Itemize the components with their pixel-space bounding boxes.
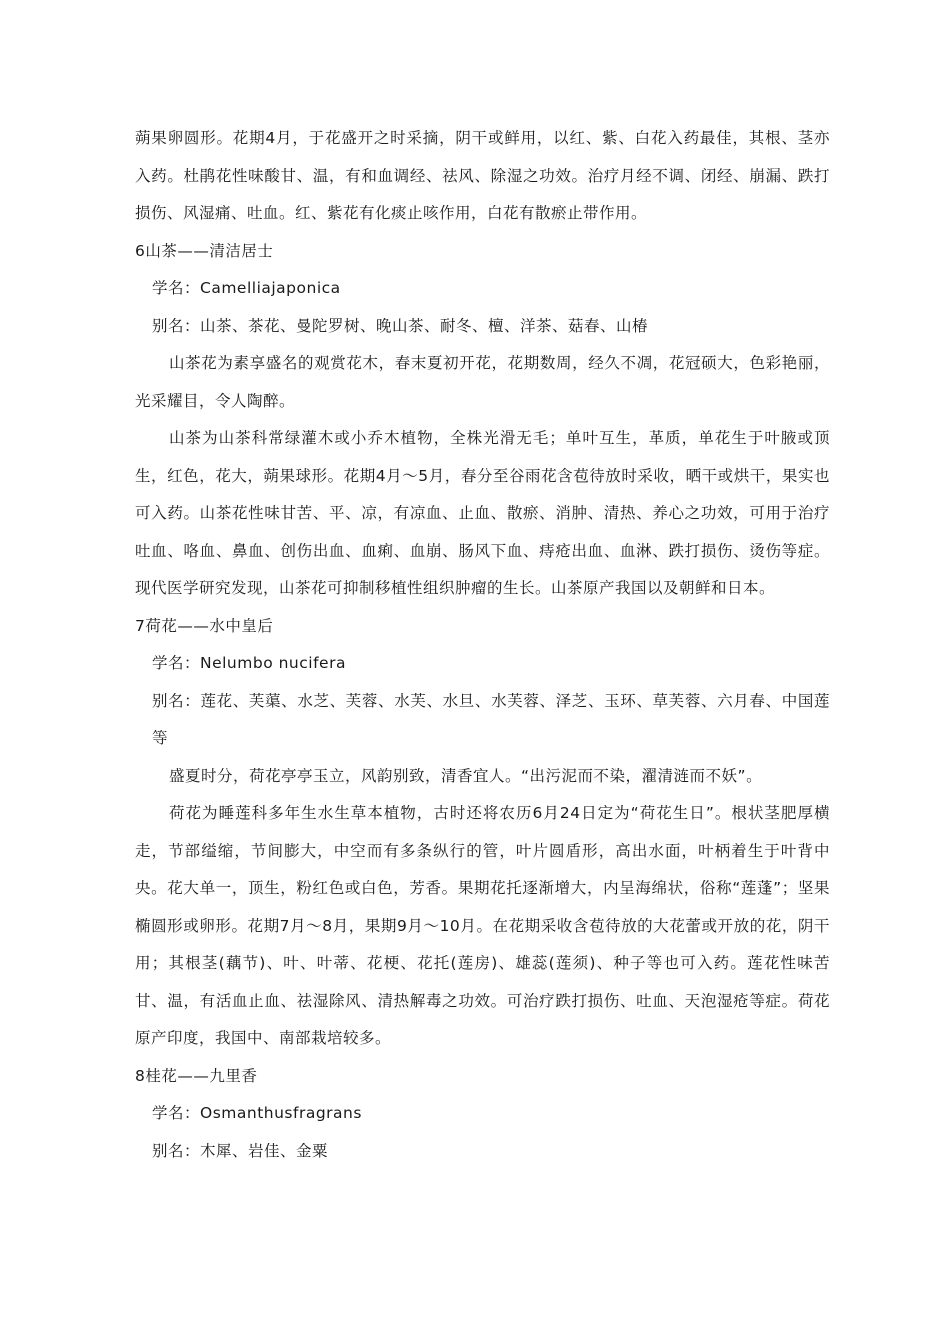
paragraph-lotus-intro: 盛夏时分，荷花亭亭玉立，风韵别致，清香宜人。“出污泥而不染，濯清涟而不妖”。: [169, 766, 763, 785]
paragraph-camellia-intro: 山茶花为素享盛名的观赏花木，春末夏初开花，花期数周，经久不凋，花冠硕大，色彩艳丽，光采耀目，令人陶醉。: [135, 354, 830, 410]
section-heading-lotus: 7荷花——水中皇后: [135, 616, 274, 635]
scientific-name-lotus: 学名：Nelumbo nucifera: [152, 654, 346, 672]
paragraph-lotus-details: 荷花为睡莲科多年生水生草本植物，古时还将农历6月24日定为“荷花生日”。根状茎肥厚横走，节部缢缩，节间膨大，中空而有多条纵行的管，叶片圆盾形，高出水面，叶柄着生于叶背中央。花大单一，顶生，粉红色或白色，芳香。果期花托逐渐增大，内呈海绵状，俗称“莲蓬”；坚果椭圆形或卵形。花期7月～8月，果期9月～10月。在花期采收含苞待放的大花蕾或开放的花，阴干用；其根茎(藕节)、叶、叶蒂、花梗、花托(莲房)、雄蕊(莲须)、种子等也可入药。莲花性味苦甘、温，有活血止血、祛湿除风、清热解毒之功效。可治疗跌打损伤、吐血、天泡湿疮等症。荷花原产印度，我国中、南部栽培较多。: [135, 804, 830, 1047]
aliases-osmanthus: 别名：木犀、岩佳、金粟: [152, 1141, 329, 1160]
aliases-camellia: 别名：山茶、茶花、曼陀罗树、晚山茶、耐冬、檀、洋茶、菇春、山椿: [152, 316, 649, 335]
scientific-name-camellia: 学名：Camelliajaponica: [152, 279, 341, 297]
aliases-lotus: 别名：莲花、芙蕖、水芝、芙蓉、水芙、水旦、水芙蓉、泽芝、玉环、草芙蓉、六月春、中国莲等: [152, 691, 830, 747]
scientific-name-osmanthus: 学名：Osmanthusfragrans: [152, 1104, 362, 1122]
section-heading-camellia: 6山茶——清洁居士: [135, 241, 274, 260]
paragraph-camellia-details: 山茶为山茶科常绿灌木或小乔木植物，全株光滑无毛；单叶互生，革质，单花生于叶腋或顶生，红色，花大，蒴果球形。花期4月～5月，春分至谷雨花含苞待放时采收，晒干或烘干，果实也可入药。山茶花性味甘苦、平、凉，有凉血、止血、散瘀、消肿、清热、养心之功效，可用于治疗吐血、咯血、鼻血、创伤出血、血痢、血崩、肠风下血、痔疮出血、血淋、跌打损伤、烫伤等症。现代医学研究发现，山茶花可抑制移植性组织肿瘤的生长。山茶原产我国以及朝鲜和日本。: [135, 429, 830, 597]
document-page: [135, 120, 830, 1170]
paragraph-azalea-continued: 蒴果卵圆形。花期4月，于花盛开之时采摘，阴干或鲜用，以红、紫、白花入药最佳，其根、茎亦入药。杜鹃花性味酸甘、温，有和血调经、祛风、除湿之功效。治疗月经不调、闭经、崩漏、跌打损伤、风湿痛、吐血。红、紫花有化痰止咳作用，白花有散瘀止带作用。: [135, 129, 830, 222]
section-heading-osmanthus: 8桂花——九里香: [135, 1066, 258, 1085]
